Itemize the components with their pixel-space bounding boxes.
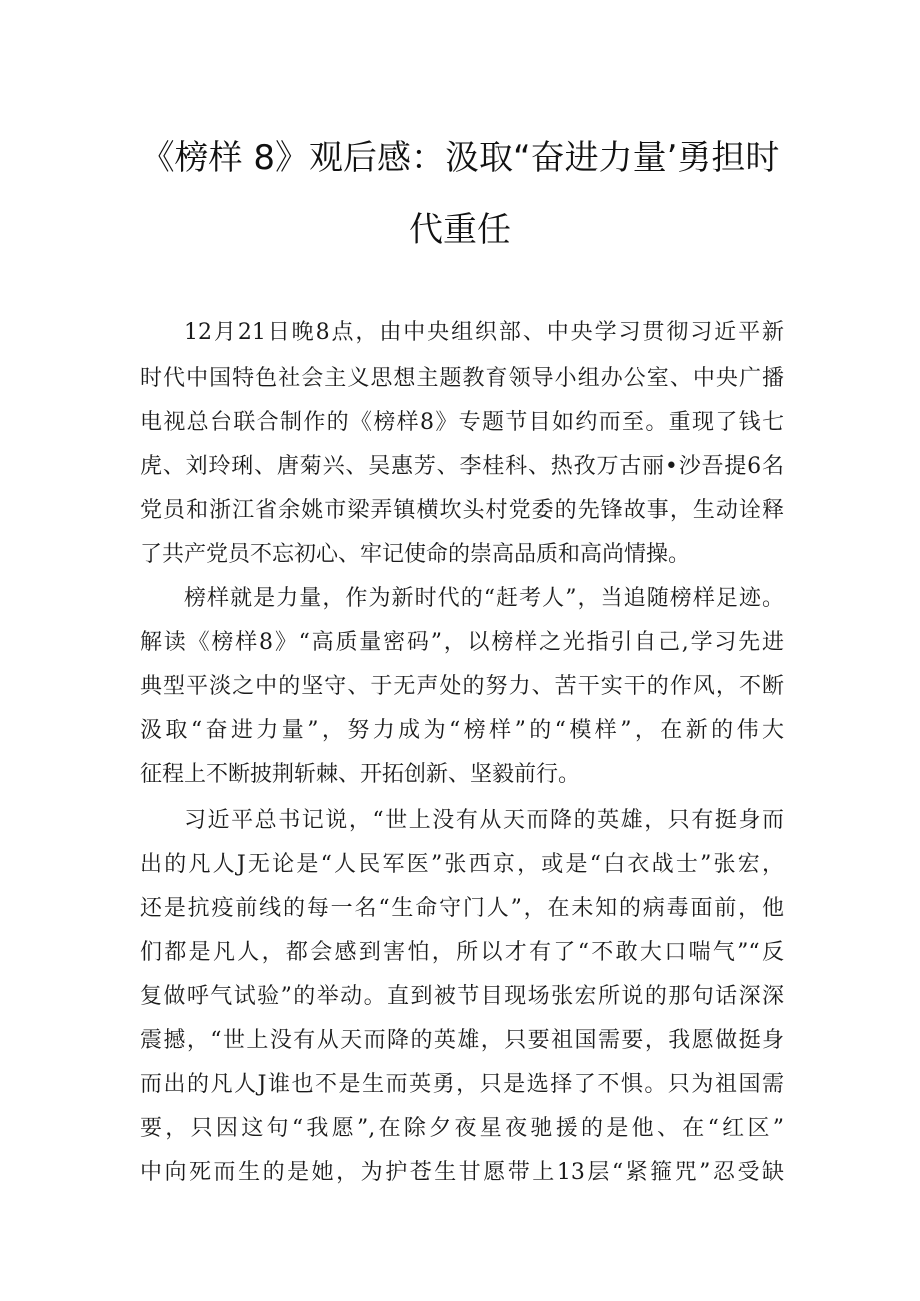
- paragraph-1-line-6: 了共产党员不忘初心、牢记使命的崇高品质和高尚情操。: [140, 542, 691, 567]
- paragraph-1-line-3: 电视总台联合制作的《榜样8》专题节目如约而至。重现了钱七: [140, 410, 784, 435]
- paragraph-2-line-3: 典型平淡之中的坚守、于无声处的努力、苦干实干的作风，不断: [140, 674, 784, 699]
- paragraph-1-line-5: 党员和浙江省余姚市梁弄镇横坎头村党委的先锋故事，生动诠释: [140, 498, 784, 523]
- paragraph-1-line-2: 时代中国特色社会主义思想主题教育领导小组办公室、中央广播: [140, 366, 784, 391]
- document-title-line-1: 《榜样 8》观后感：汲取“奋进力量’勇担时: [140, 138, 780, 178]
- paragraph-3-line-8: 要，只因这句“我愿”,在除夕夜星夜驰援的是他、在“红区”: [140, 1116, 784, 1141]
- paragraph-2-line-5: 征程上不断披荆斩棘、开拓创新、坚毅前行。: [140, 762, 581, 787]
- paragraph-3-line-4: 们都是凡人，都会感到害怕，所以才有了“不敢大口喘气”“反: [140, 940, 784, 965]
- paragraph-3-line-6: 震撼，“世上没有从天而降的英雄，只要祖国需要，我愿做挺身: [140, 1028, 784, 1053]
- paragraph-3-line-9: 中向死而生的是她，为护苍生甘愿带上13层“紧箍咒”忍受缺: [140, 1160, 784, 1185]
- paragraph-3-line-5: 复做呼气试验”的举动。直到被节目现场张宏所说的那句话深深: [140, 984, 784, 1009]
- paragraph-1-line-1: 12月21日晚8点，由中央组织部、中央学习贯彻习近平新: [184, 320, 784, 345]
- paragraph-2-line-4: 汲取“奋进力量”，努力成为“榜样”的“模样”，在新的伟大: [140, 718, 784, 743]
- paragraph-2-line-2: 解读《榜样8》“高质量密码”，以榜样之光指引自己,学习先进: [140, 630, 784, 655]
- paragraph-3-line-2: 出的凡人J无论是“人民军医”张西京，或是“白衣战士”张宏，: [140, 852, 784, 877]
- paragraph-1-line-4: 虎、刘玲琍、唐菊兴、吴惠芳、李桂科、热孜万古丽•沙吾提6名: [140, 454, 784, 479]
- paragraph-2-line-1: 榜样就是力量，作为新时代的“赶考人”，当追随榜样足迹。: [184, 586, 784, 611]
- paragraph-3-line-3: 还是抗疫前线的每一名“生命守门人”，在未知的病毒面前，他: [140, 896, 784, 921]
- paragraph-3-line-1: 习近平总书记说，“世上没有从天而降的英雄，只有挺身而: [184, 808, 784, 833]
- document-title-line-2: 代重任: [409, 210, 511, 250]
- paragraph-3-line-7: 而出的凡人J谁也不是生而英勇，只是选择了不惧。只为祖国需: [140, 1072, 784, 1097]
